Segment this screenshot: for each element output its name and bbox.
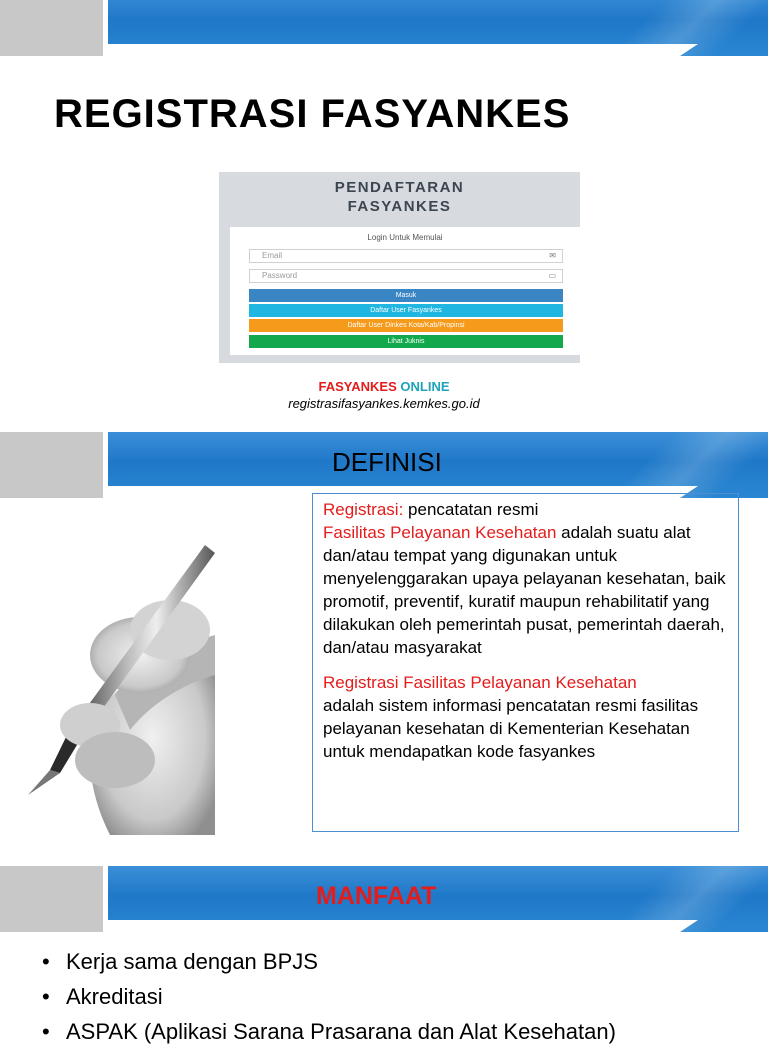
- header-band-manfaat: [0, 866, 768, 932]
- definisi-title: DEFINISI: [332, 447, 442, 477]
- login-button: Masuk: [249, 289, 563, 302]
- manfaat-list: [40, 944, 616, 1049]
- list-item: • Kerja sama dengan BPJS: [40, 944, 616, 979]
- register-dinkes-button: Daftar User Dinkes Kota/Kab/Propinsi: [249, 319, 563, 332]
- term-registrasi-def: pencatatan resmi: [403, 500, 539, 519]
- header-band-definisi: [0, 432, 768, 498]
- manfaat-title: MANFAAT: [316, 882, 437, 910]
- term-fasilitas: Fasilitas Pelayanan Kesehatan: [323, 523, 557, 542]
- header-band-top: [0, 0, 768, 56]
- login-subtitle: Login Untuk Memulai: [367, 233, 443, 242]
- login-screenshot: [219, 172, 580, 363]
- list-item: • Akreditasi: [40, 979, 616, 1014]
- list-item: • ASPAK (Aplikasi Sarana Prasarana dan Alat Kesehatan): [40, 1014, 616, 1049]
- header-gray-block: [0, 432, 103, 498]
- password-field: Password ▭: [249, 269, 563, 283]
- email-field: Email ✉: [249, 249, 563, 263]
- login-header: PENDAFTARAN FASYANKES: [334, 179, 465, 215]
- pen-hand-illustration: [20, 545, 215, 835]
- header-gray-block: [0, 866, 103, 932]
- view-guide-button: Lihat Juknis: [249, 335, 563, 348]
- register-user-button: Daftar User Fasyankes: [249, 304, 563, 317]
- lock-icon: ▭: [548, 271, 556, 280]
- term-fasilitas-def: adalah suatu alat dan/atau tempat yang digunakan untuk menyelenggarakan upaya pelayanan kesehatan, baik promotif, preventif, kuratif maupun rehabilitatif yang dilakukan oleh pemerintah pusat, pemerintah daerah, dan/atau masyarakat: [323, 523, 726, 657]
- term-registrasi-fasyankes: Registrasi Fasilitas Pelayanan Kesehatan: [323, 673, 637, 692]
- website-url[interactable]: registrasifasyankes.kemkes.go.id: [288, 396, 480, 411]
- fasyankes-online-label: FASYANKES ONLINE: [318, 379, 450, 394]
- header-gray-block: [0, 0, 103, 56]
- page-title: REGISTRASI FASYANKES: [54, 92, 571, 136]
- mail-icon: ✉: [549, 251, 556, 260]
- login-panel: [230, 227, 580, 355]
- definition-box: [312, 493, 739, 832]
- term-registrasi-fasyankes-def: adalah sistem informasi pencatatan resmi fasilitas pelayanan kesehatan di Kementerian Kesehatan untuk mendapatkan kode fasyankes: [323, 696, 699, 761]
- term-registrasi: Registrasi:: [323, 500, 404, 519]
